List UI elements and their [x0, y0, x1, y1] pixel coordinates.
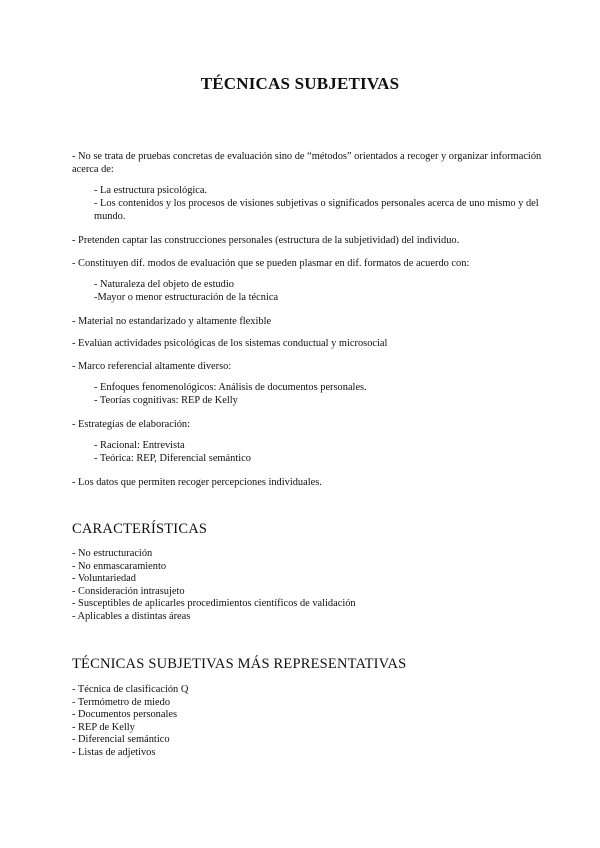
section-heading-representativas: TÉCNICAS SUBJETIVAS MÁS REPRESENTATIVAS [72, 656, 407, 672]
list-item: - Técnica de clasificación Q [72, 684, 189, 695]
paragraph-data [72, 476, 562, 489]
paragraph-evaluate-activities [72, 337, 562, 350]
sub-item: - Naturaleza del objeto de estudio [94, 279, 234, 290]
list-item: - Diferencial semántico [72, 734, 170, 746]
list-item: - Documentos personales [72, 709, 178, 721]
caracteristicas-list [72, 548, 552, 624]
list-item: - No estructuración [72, 548, 153, 559]
paragraph-definition [72, 150, 562, 223]
paragraph-text: - Evalúan actividades psicológicas de los sistemas conductual y microsocial [72, 338, 388, 349]
page-title: TÉCNICAS SUBJETIVAS [200, 74, 400, 93]
paragraph-strategies [72, 418, 562, 465]
list-item: - No enmascaramiento [72, 560, 167, 572]
list-item: - Listas de adjetivos [72, 746, 156, 758]
list-item: - Susceptibles de aplicarles procedimientos científicos de validación [72, 598, 356, 610]
representativas-list [72, 684, 552, 760]
list-item: - Termómetro de miedo [72, 696, 171, 708]
paragraph-text: - Pretenden captar las construcciones personales (estructura de la subjetividad) del individuo. [72, 235, 460, 246]
paragraph-personal-constructions [72, 234, 562, 247]
sub-item: - Enfoques fenomenológicos: Análisis de documentos personales. [94, 382, 367, 393]
paragraph-text: - Marco referencial altamente diverso: [72, 361, 232, 372]
paragraph-text: - Constituyen dif. modos de evaluación que se pueden plasmar en dif. formatos de acuerdo con: [72, 258, 470, 269]
sub-item: - Los contenidos y los procesos de visiones subjetivas o significados personales acerca de uno mismo y del mundo. [94, 198, 539, 222]
sub-item: - Teórica: REP, Diferencial semántico [94, 453, 251, 464]
sub-item: -Mayor o menor estructuración de la técnica [94, 292, 279, 303]
paragraph-text: - No se trata de pruebas concretas de evaluación sino de “métodos” orientados a recoger y organizar información acerca de: [72, 151, 542, 175]
sub-item: - Teorías cognitivas: REP de Kelly [94, 395, 238, 406]
sub-item: - Racional: Entrevista [94, 440, 185, 451]
sub-item: - La estructura psicológica. [94, 185, 208, 196]
list-item: - REP de Kelly [72, 721, 135, 733]
list-item: - Aplicables a distintas áreas [72, 610, 191, 622]
section-heading-caracteristicas: CARACTERÍSTICAS [72, 521, 208, 537]
paragraph-text: - Material no estandarizado y altamente flexible [72, 316, 272, 327]
paragraph-material [72, 315, 562, 328]
list-item: - Voluntariedad [72, 573, 136, 585]
paragraph-text: - Estrategias de elaboración: [72, 419, 190, 430]
paragraph-text: - Los datos que permiten recoger percepciones individuales. [72, 477, 322, 488]
paragraph-evaluation-modes [72, 257, 562, 304]
list-item: - Consideración intrasujeto [72, 585, 185, 597]
paragraph-reference-frame [72, 360, 562, 407]
